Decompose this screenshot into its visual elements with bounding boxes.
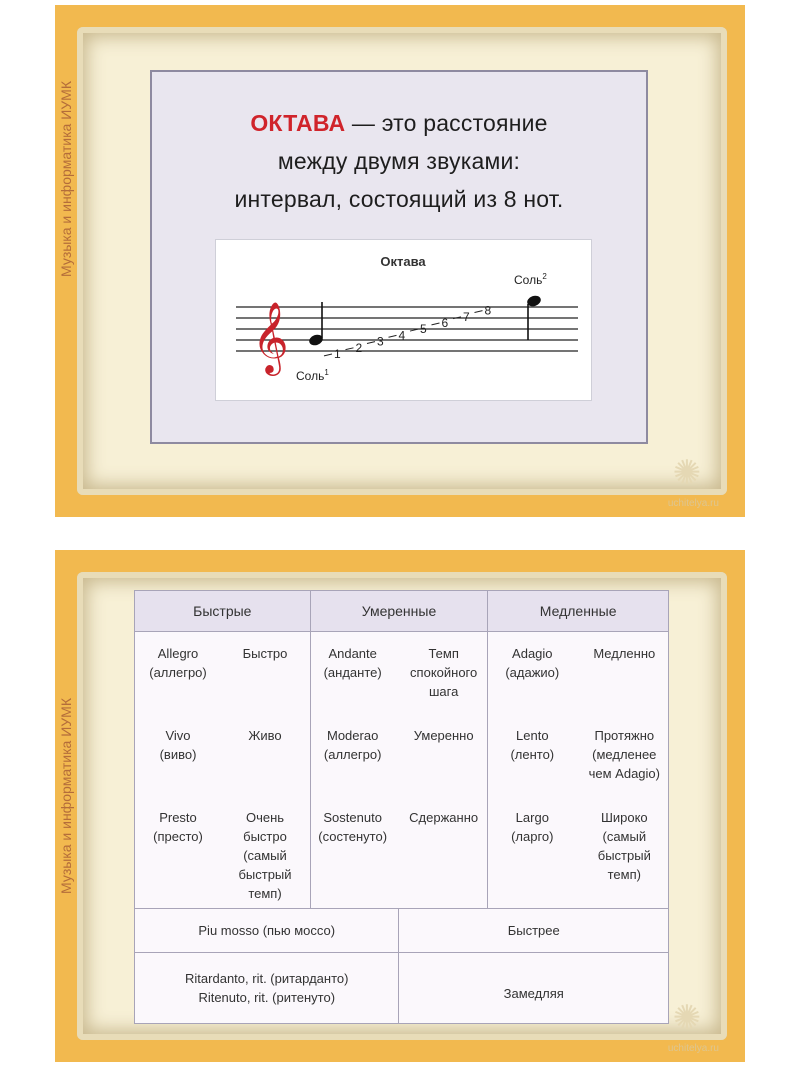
- step-number: 2: [355, 340, 363, 355]
- note-high: [526, 294, 543, 340]
- tempo-term: Sostenuto (состенуто): [318, 810, 388, 844]
- definition-line1: — это расстояние: [345, 110, 548, 136]
- slide-paper: [77, 572, 727, 1040]
- step-numbers: [324, 304, 492, 361]
- tempo-meaning: Протяжно (медленее чем Adagio): [588, 728, 660, 781]
- tempo-meaning: Темп спокойного шага: [410, 646, 478, 699]
- row-piu-mosso-meaning: Быстрее: [399, 909, 669, 953]
- step-dash: [367, 342, 375, 344]
- tempo-meaning: Медленно: [593, 646, 656, 661]
- definition-line2: между двумя звуками:: [277, 148, 521, 174]
- tempo-term: Andante (анданте): [323, 646, 382, 680]
- header-moderate: Умеренные: [310, 591, 488, 632]
- note-label-low: Соль$^1$: [296, 368, 329, 383]
- tempo-meaning: Умеренно: [413, 728, 474, 743]
- step-number: 5: [420, 322, 427, 337]
- note-low: [308, 302, 325, 347]
- tempo-table: [134, 590, 669, 1024]
- step-dash: [389, 335, 397, 337]
- slide-paper: [77, 27, 727, 495]
- row-ritardando-term: [135, 953, 399, 1024]
- step-number: 1: [334, 347, 341, 361]
- staff-figure: [215, 239, 592, 401]
- slide-octave: [55, 5, 745, 517]
- tempo-meaning: Широко (самый быстрый темп): [597, 810, 651, 882]
- side-label: [55, 550, 77, 1062]
- step-dash: [475, 311, 483, 313]
- slide-tempo: [55, 550, 745, 1062]
- step-dash: [432, 323, 440, 325]
- row-piu-mosso-term: Piu mosso (пью моссо): [135, 909, 399, 953]
- step-number: 6: [441, 316, 449, 330]
- step-number: 7: [463, 309, 470, 324]
- step-dash: [324, 354, 332, 356]
- moderate-column: [311, 632, 488, 908]
- definition-text: [152, 104, 646, 218]
- definition-card: [150, 70, 648, 444]
- tempo-meaning: Быстро: [242, 646, 288, 661]
- sun-watermark-icon: ✺: [672, 454, 702, 492]
- definition-line3: интервал, состоящий из 8 нот.: [234, 186, 564, 212]
- row-ritardando-meaning: Замедляя: [399, 953, 669, 1024]
- side-label-text: Музыка и информатика ИУМК: [58, 697, 74, 894]
- sun-watermark-icon: ✺: [672, 999, 702, 1037]
- watermark: uchitelya.ru: [667, 1043, 719, 1054]
- header-slow: Медленные: [488, 591, 669, 632]
- term-octave: ОКТАВА: [250, 110, 346, 136]
- tempo-term: Vivo (виво): [159, 728, 197, 762]
- step-number: 3: [377, 334, 384, 349]
- side-label: [55, 5, 77, 517]
- step-dash: [346, 348, 354, 350]
- side-label-text: Музыка и информатика ИУМК: [58, 81, 74, 278]
- slow-column: [488, 632, 668, 908]
- fast-column: [135, 632, 310, 908]
- tempo-meaning: Живо: [248, 728, 282, 743]
- music-staff: [216, 240, 591, 400]
- tempo-term: Allegro (аллегро): [149, 646, 207, 680]
- tempo-term: Largo (ларго): [511, 810, 554, 844]
- tempo-term: Lento (ленто): [510, 728, 555, 762]
- staff-title: Октава: [380, 254, 426, 269]
- tempo-meaning: Сдержанно: [409, 810, 479, 825]
- watermark: uchitelya.ru: [667, 498, 719, 509]
- tempo-term: Adagio (адажио): [505, 646, 560, 680]
- step-number: 4: [398, 328, 406, 343]
- step-number: 8: [484, 303, 492, 318]
- note-label-high: Соль$^2$: [514, 272, 547, 287]
- tempo-meaning: Очень быстро (самый быстрый темп): [238, 810, 292, 901]
- tempo-term: Presto (престо): [153, 810, 203, 844]
- ritardando-line: Ritardanto, rit. (ритарданто): [185, 971, 349, 986]
- header-fast: Быстрые: [135, 591, 311, 632]
- treble-clef-icon: 𝄞: [252, 300, 289, 373]
- ritenuto-line: Ritenuto, rit. (ритенуто): [198, 990, 336, 1005]
- tempo-term: Moderao (аллегро): [323, 728, 382, 762]
